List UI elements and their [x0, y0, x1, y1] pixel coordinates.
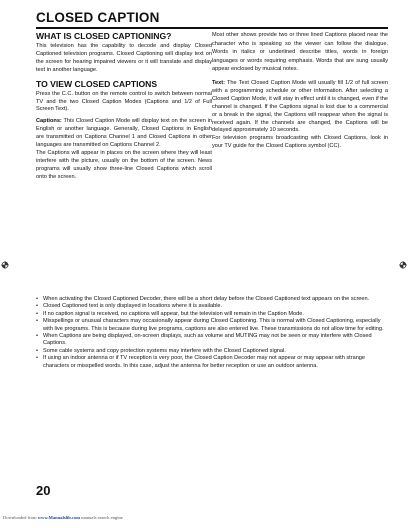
- bullet-icon: •: [36, 347, 38, 354]
- list-item: • When Captions are being displayed, on-screen displays, such as volume and MUTING may not be seen or may interfere with Closed Captions.: [36, 333, 372, 347]
- title-divider: [36, 27, 388, 29]
- footer-site-link[interactable]: www.Manualslib.com: [37, 515, 81, 520]
- captions-placement-paragraph: The Captions will appear in places on the screen where they will least interfere with the picture, usually on the bottom of the screen. News programs will usually show three-line Closed Captions which scroll onto the screen.: [36, 149, 212, 180]
- list-item: • If using an indoor antenna or if TV reception is very poor, the Closed Caption Decoder may not appear or may appear with strange characters or misspelled words. In this case, adjust the antenna for better reception or use an outdoor antenna.: [36, 355, 366, 369]
- bullet-icon: •: [36, 333, 38, 340]
- registration-mark-icon-left: [1, 261, 9, 269]
- right-column: [212, 31, 388, 151]
- captions-lead: Captions:: [36, 118, 62, 125]
- captions-paragraph: [36, 118, 212, 150]
- section-heading-what-is-cc: WHAT IS CLOSED CAPTIONING?: [36, 31, 172, 41]
- left-column: [36, 31, 212, 182]
- intro-paragraph: This television has the capability to decode and display Closed Captioned television programs. Closed Captioning will display text on the screen for hearing impaired viewers or it will translate and display text in another language.: [36, 43, 212, 73]
- bullet-icon: •: [36, 296, 38, 302]
- list-item: • Closed Captioned text is only displayed in locations where it is available.: [36, 303, 223, 310]
- notes-list: [36, 296, 388, 370]
- text-mode-paragraph: [212, 80, 388, 135]
- bullet-icon: •: [36, 355, 38, 362]
- view-instructions-paragraph: Press the C.C. button on the remote control to switch between normal TV and the two Closed Caption Modes (Captions and 1/2 of Full Screen Text).: [36, 90, 212, 113]
- section-heading-to-view: TO VIEW CLOSED CAPTIONS: [36, 78, 158, 89]
- captions-text: This Closed Caption Mode will display text on the screen in English or another language. Generally, Closed Captions in English are transmitted on Captions Channel 1 and Closed Captions in other languages are transmitted on Captions Channel 2.: [36, 118, 212, 149]
- page-title: CLOSED CAPTION: [36, 10, 160, 25]
- download-footer: Downloaded from www.Manualslib.com manuals search engine: [3, 515, 123, 520]
- list-item: • Some cable systems and copy protection systems may interfere with the Closed Captioned signal.: [36, 347, 286, 354]
- text-lead: Text:: [212, 79, 225, 86]
- other-shows-paragraph: Most other shows provide two or three lined Captions placed near the character who is speaking so the viewer can follow the dialogue. Words in italics or underlined describe titles, words in foreign languages or words requiring emphasis. Words that are sung usually appear enclosed by musical notes.: [212, 32, 388, 73]
- bullet-icon: •: [36, 310, 38, 317]
- registration-mark-icon-right: [399, 261, 407, 269]
- bullet-icon: •: [36, 318, 38, 325]
- list-item: • If no caption signal is received, no captions will appear, but the television will remain in the Caption Mode.: [36, 310, 304, 317]
- page-number: 20: [36, 483, 51, 498]
- text-mode-text: The Text Closed Caption Mode will usually fill 1/2 of full screen with a programming schedule or other information. After selecting a Closed Caption Mode, it will stay in effect until it is changed, even if the channel is changed. If the Captions signal is lost due to a commercial or a break in the signal, the Captions will reappear when the signal is received again. If the channels are changed, the Captions will be delayed approximately 10 seconds.: [212, 79, 388, 134]
- bullet-icon: •: [36, 303, 38, 310]
- list-item: • Misspellings or unusual characters may occasionally appear during Closed Captioning. This is normal with Closed Captioning, especially with live programs. This is because during live programs, captions are also entered live. These transmissions do not allow time for editing.: [36, 318, 384, 332]
- broadcasting-paragraph: For television programs broadcasting with Closed Captions, look in your TV guide for the Closed Captions symbol (CC).: [212, 135, 388, 150]
- list-item: • When activating the Closed Captioned Decoder, there will be a short delay before the Closed Captioned text appears on the screen.: [36, 296, 370, 302]
